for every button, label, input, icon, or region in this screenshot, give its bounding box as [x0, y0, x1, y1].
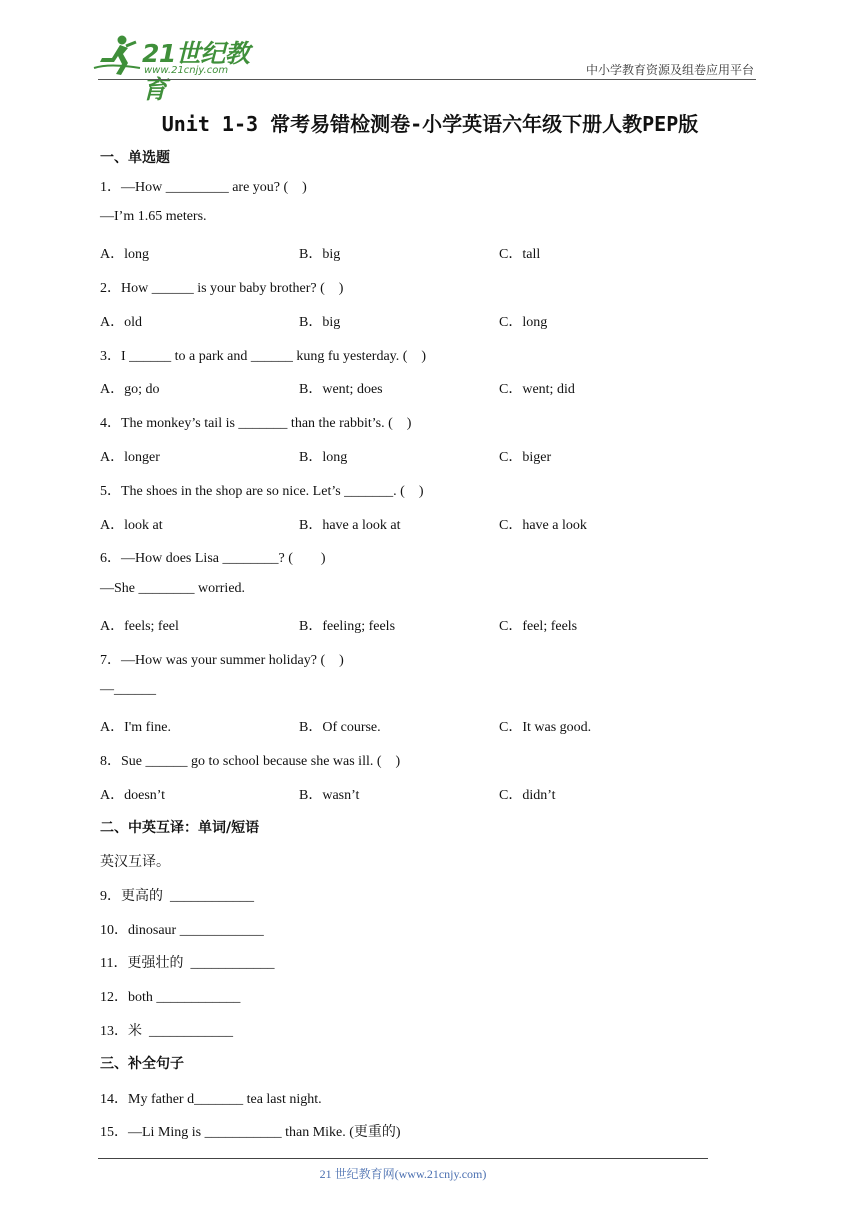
question-12: 12．both ____________ [100, 990, 241, 1005]
option-a: A．longer [100, 450, 160, 465]
question-7-answer-line: —______ [100, 682, 156, 697]
question-6-answer-line: —She ________ worried. [100, 581, 246, 596]
question-7: 7．—How was your summer holiday? ( ) [100, 653, 344, 668]
question-10: 10．dinosaur ____________ [100, 923, 264, 938]
logo-text: 21世纪教育 [142, 39, 250, 104]
option-c: C．tall [499, 247, 541, 262]
option-a: A．look at [100, 518, 163, 533]
question-5: 5．The shoes in the shop are so nice. Let’s _______. ( ) [100, 484, 424, 499]
option-b: B．big [299, 315, 341, 330]
option-a: A．feels; feel [100, 619, 179, 634]
question-1-answer-line: —I’m 1.65 meters. [100, 209, 207, 224]
footer-divider [98, 1158, 708, 1159]
section-heading-3: 三、补全句子 [100, 1056, 184, 1072]
header-divider [98, 79, 756, 80]
option-a: A．I'm fine. [100, 720, 171, 735]
option-a: A．doesn’t [100, 788, 166, 803]
question-1: 1．—How _________ are you? ( ) [100, 180, 307, 195]
option-c: C．feel; feels [499, 619, 578, 634]
option-c: C．have a look [499, 518, 587, 533]
question-6: 6．—How does Lisa ________? ( ) [100, 551, 326, 566]
question-13: 13．米 ____________ [100, 1024, 233, 1039]
option-c: C．went; did [499, 382, 575, 397]
header-platform-text: 中小学教育资源及组卷应用平台 [585, 63, 754, 77]
option-a: A．go; do [100, 382, 160, 397]
option-b: B．Of course. [299, 720, 381, 735]
question-8: 8．Sue ______ go to school because she was ill. ( ) [100, 754, 401, 769]
option-c: C．biger [499, 450, 552, 465]
option-b: B．feeling; feels [299, 619, 396, 634]
question-9: 9．更高的 ____________ [100, 889, 254, 904]
logo-url: www.21cnjy.com [144, 65, 229, 76]
question-4: 4．The monkey’s tail is _______ than the rabbit’s. ( ) [100, 416, 412, 431]
option-b: B．have a look at [299, 518, 401, 533]
question-15: 15．—Li Ming is ___________ than Mike. (更重的) [100, 1125, 401, 1140]
option-b: B．wasn’t [299, 788, 360, 803]
logo [92, 34, 262, 104]
section-2-instruction: 英汉互译。 [100, 855, 170, 870]
option-c: C．It was good. [499, 720, 592, 735]
option-b: B．big [299, 247, 341, 262]
question-11: 11．更强壮的 ____________ [100, 956, 275, 971]
section-heading-2: 二、中英互译：单词/短语 [100, 820, 260, 836]
page-title: Unit 1-3 常考易错检测卷-小学英语六年级下册人教PEP版 [161, 112, 699, 136]
runner-logo-icon [92, 34, 142, 78]
option-c: C．didn’t [499, 788, 556, 803]
option-a: A．long [100, 247, 149, 262]
question-3: 3．I ______ to a park and ______ kung fu yesterday. ( ) [100, 349, 427, 364]
option-b: B．went; does [299, 382, 383, 397]
question-2: 2．How ______ is your baby brother? ( ) [100, 281, 344, 296]
option-c: C．long [499, 315, 548, 330]
option-a: A．old [100, 315, 142, 330]
option-b: B．long [299, 450, 348, 465]
question-14: 14．My father d_______ tea last night. [100, 1092, 322, 1107]
section-heading-1: 一、单选题 [100, 150, 170, 166]
footer-text: 21 世纪教育网(www.21cnjy.com) [319, 1167, 487, 1181]
